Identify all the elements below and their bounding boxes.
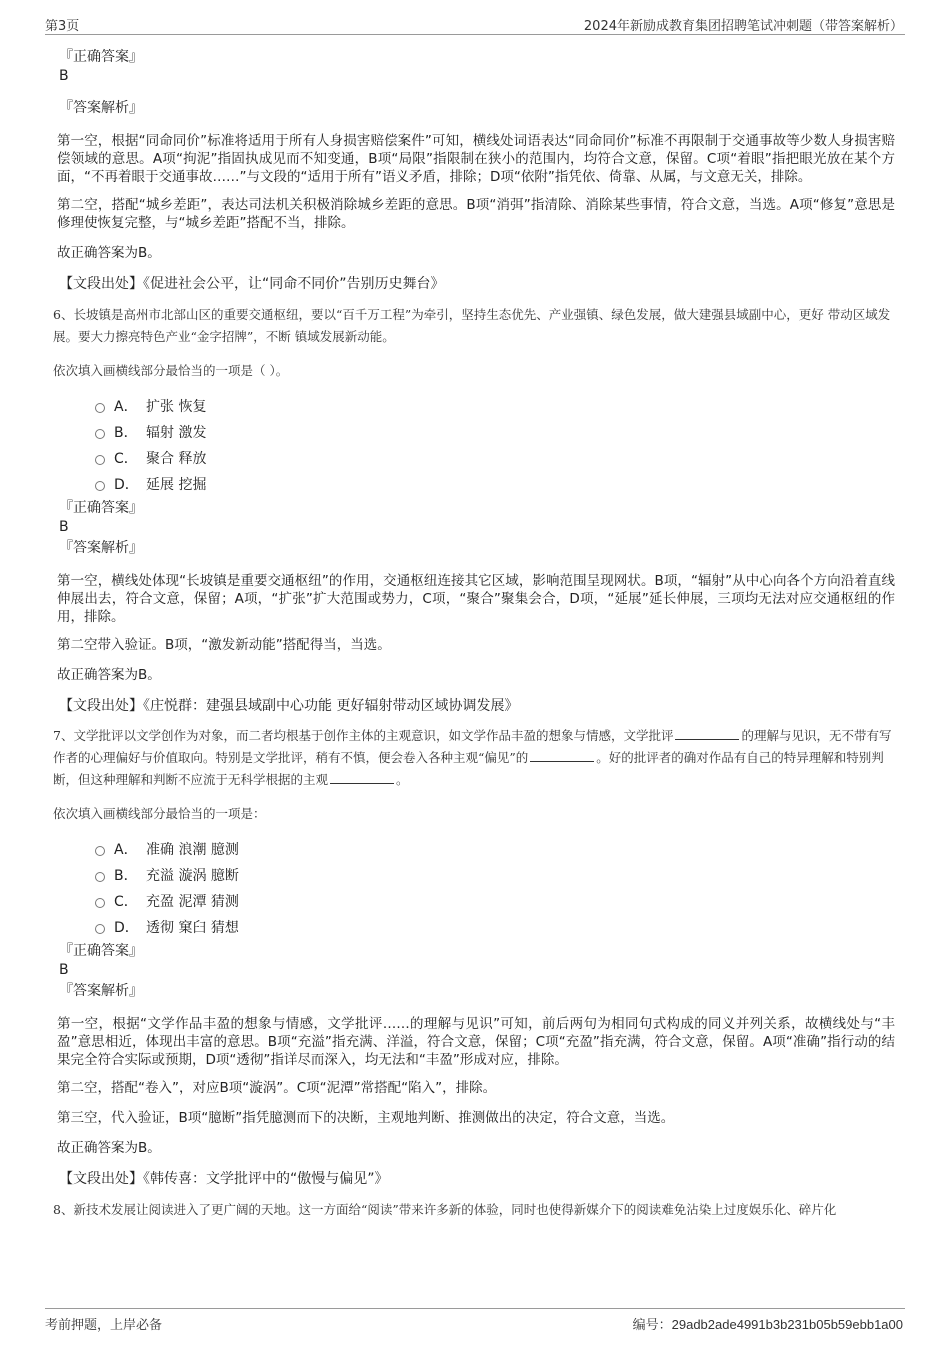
- option-c[interactable]: [95, 888, 895, 914]
- option-letter: A．: [114, 842, 138, 858]
- question-stem: 8、新技术发展让阅读进入了更广阔的天地。这一方面给“阅读”带来许多新的体验，同时也使得新媒介下的阅读难免沾染上过度娱乐化、碎片化: [53, 1202, 837, 1217]
- fill-blank: [530, 749, 594, 762]
- option-text: 充盈 泥潭 猜测: [146, 894, 239, 910]
- analysis-conclusion: 故正确答案为B。: [57, 245, 161, 261]
- analysis-paragraph: 第三空，代入验证，B项“臆断”指凭臆测而下的决断，主观地判断、推测做出的决定，符合文意，当选。: [57, 1110, 675, 1126]
- radio-button[interactable]: [95, 455, 105, 465]
- document-code: [633, 1314, 903, 1333]
- analysis-paragraph: 第一空，根据“文学作品丰盈的想象与情感，文学批评……的理解与见识”可知，前后两句为相同句式构成的同义并列关系，故横线处与“丰盈”意思相近，体现出丰富的意思。B项“充溢”指充满、洋溢，符合文意，保留；C项“充盈”指充满，符合文意，保留。A项“准确”指行动的结果完全符合实际或预期，D项“透彻”指详尽而深入，均无法和“丰盈”形成对应，排除。: [57, 1016, 895, 1068]
- radio-button[interactable]: [95, 898, 105, 908]
- option-d[interactable]: [95, 471, 895, 497]
- radio-button[interactable]: [95, 846, 105, 856]
- passage-source: 【文段出处】《促进社会公平，让“同命不同价”告别历史舞台》: [59, 276, 445, 292]
- option-letter: C．: [114, 894, 138, 910]
- option-letter: B．: [114, 425, 138, 441]
- analysis-paragraph: 第一空，根据“同命同价”标准将适用于所有人身损害赔偿案件”可知，横线处词语表达“同命同价”标准不再限制于交通事故等少数人身损害赔偿领域的意思。A项“拘泥”指固执成见而不知变通，B项“局限”指限制在狭小的范围内，均符合文意，保留。C项“着眼”指把眼光放在某个方面，“不再着眼于交通事故……”与文段的“适用于所有”语义矛盾，排除；D项“依附”指凭依、倚靠、从属，与文意无关，排除。: [57, 133, 895, 185]
- analysis-conclusion: 故正确答案为B。: [57, 667, 161, 683]
- question-stem: [53, 725, 895, 791]
- option-text: 准确 浪潮 臆测: [146, 842, 239, 858]
- correct-answer-label: 『正确答案』: [59, 943, 143, 959]
- analysis-paragraph: 第一空，横线处体现“长坡镇是重要交通枢纽”的作用，交通枢纽连接其它区域，影响范围呈现网状。B项，“辐射”从中心向各个方向沿着直线伸展出去，符合文意，保留；A项，“扩张”扩大范围或势力，C项，“聚合”聚集会合，D项，“延展”延长伸展，三项均无法对应交通枢纽的作用，排除。: [57, 573, 895, 625]
- question-6: [53, 304, 895, 716]
- code-label: 编号：: [632, 1318, 672, 1333]
- footer-slogan: 考前押题，上岸必备: [45, 1318, 163, 1333]
- option-text: 聚合 释放: [146, 451, 207, 467]
- stem-part: 。好的批评者的确对作品有自己的特异理解和特别判断，但这种理解和判断不应流于无科学根据的主观: [53, 750, 884, 787]
- option-letter: A．: [114, 399, 138, 415]
- correct-answer-label: 『正确答案』: [59, 49, 143, 65]
- page-footer: [45, 1308, 905, 1333]
- analysis-paragraph: 第二空带入验证。B项，“激发新动能”搭配得当，当选。: [57, 637, 391, 653]
- radio-button[interactable]: [95, 429, 105, 439]
- option-a[interactable]: [95, 836, 895, 862]
- analysis-conclusion: 故正确答案为B。: [57, 1140, 161, 1156]
- option-d[interactable]: [95, 914, 895, 940]
- option-text: 充溢 漩涡 臆断: [146, 868, 239, 884]
- passage-source: 【文段出处】《韩传喜：文学批评中的“傲慢与偏见”》: [59, 1171, 389, 1187]
- option-letter: D．: [114, 920, 139, 936]
- stem-part: 。: [396, 772, 409, 787]
- question-7: [53, 725, 895, 1189]
- fill-blank: [330, 771, 394, 784]
- question-prompt: 依次填入画横线部分最恰当的一项是：: [53, 806, 266, 821]
- page-header: [45, 12, 905, 35]
- option-text: 辐射 激发: [146, 425, 207, 441]
- question-stem: 6、长坡镇是高州市北部山区的重要交通枢纽，要以“百千万工程”为牵引，坚持生态优先、产业强镇、绿色发展，做大建强县域副中心，更好 带动区域发展。要大力擦亮特色产业“金字招牌”，不断 镇域发展新动能。: [53, 307, 891, 344]
- code-value: 29adb2ade4991b3b231b05b59ebb1a00: [671, 1317, 903, 1332]
- radio-button[interactable]: [95, 924, 105, 934]
- question-prompt: 依次填入画横线部分最恰当的一项是（ ）。: [53, 363, 289, 378]
- correct-answer-value: B: [59, 68, 69, 84]
- correct-answer-value: B: [59, 962, 69, 978]
- stem-part: 的理解与见识，无不带有写作者的心理偏好与价值取向。特别是文学批评，稍有不慎，便会卷入各种主观“偏见”的: [53, 728, 892, 765]
- option-letter: C．: [114, 451, 138, 467]
- options-list: [95, 393, 895, 497]
- stem-part: 7、文学批评以文学创作为对象，而二者均根基于创作主体的主观意识，如文学作品丰盈的想象与情感，文学批评: [53, 728, 674, 743]
- document-body: [53, 46, 895, 1221]
- option-a[interactable]: [95, 393, 895, 419]
- option-text: 扩张 恢复: [146, 399, 207, 415]
- q5-answer-block: [57, 48, 895, 294]
- option-b[interactable]: [95, 862, 895, 888]
- page-number: 第3页: [45, 19, 80, 34]
- correct-answer-value: B: [59, 519, 69, 535]
- passage-source: 【文段出处】《庄悦群：建强县域副中心功能 更好辐射带动区域协调发展》: [59, 698, 519, 714]
- option-text: 透彻 窠臼 猜想: [146, 920, 239, 936]
- analysis-paragraph: 第二空，搭配“卷入”，对应B项“漩涡”。C项“泥潭”常搭配“陷入”，排除。: [57, 1080, 497, 1096]
- radio-button[interactable]: [95, 481, 105, 491]
- option-text: 延展 挖掘: [146, 477, 207, 493]
- radio-button[interactable]: [95, 872, 105, 882]
- analysis-paragraph: 第二空，搭配“城乡差距”，表达司法机关积极消除城乡差距的意思。B项“消弭”指清除、消除某些事情，符合文意，当选。A项“修复”意思是修理使恢复完整，与“城乡差距”搭配不当，排除。: [57, 197, 895, 231]
- analysis-label: 『答案解析』: [59, 983, 143, 999]
- option-letter: D．: [114, 477, 139, 493]
- radio-button[interactable]: [95, 403, 105, 413]
- analysis-label: 『答案解析』: [59, 540, 143, 556]
- options-list: [95, 836, 895, 940]
- option-letter: B．: [114, 868, 138, 884]
- analysis-label: 『答案解析』: [59, 100, 143, 116]
- document-title: 2024年新励成教育集团招聘笔试冲刺题（带答案解析）: [583, 19, 903, 34]
- option-b[interactable]: [95, 419, 895, 445]
- fill-blank: [675, 727, 739, 740]
- correct-answer-label: 『正确答案』: [59, 500, 143, 516]
- option-c[interactable]: [95, 445, 895, 471]
- question-8: [53, 1199, 895, 1221]
